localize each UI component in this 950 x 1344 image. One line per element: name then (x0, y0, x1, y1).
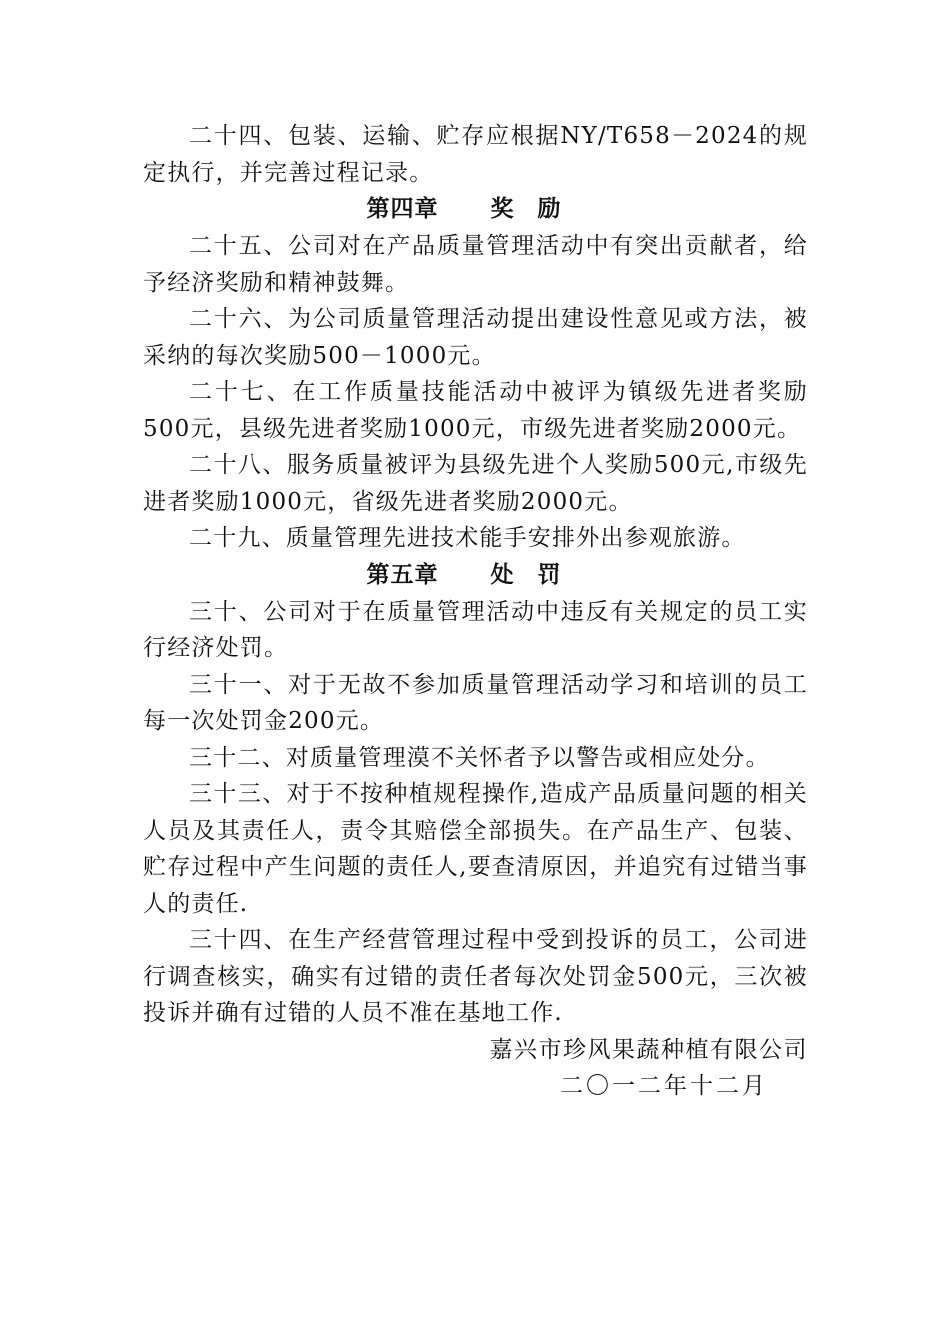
article-24: 二十四、包装、运输、贮存应根据NY/T658－2024的规定执行，并完善过程记录。 (143, 123, 808, 186)
chapter-5-label: 第五章 (366, 561, 439, 588)
chapter-4-heading (143, 191, 808, 228)
chapter-4-title: 奖励 (490, 196, 585, 222)
article-33: 三十三、对于不按种植规程操作,造成产品质量问题的相关人员及其责任人，责令其赔偿全部损失。在产品生产、包装、贮存过程中产生问题的责任人,要查清原因，并追究有过错当事人的责任. (143, 781, 808, 917)
article-28: 二十八、服务质量被评为县级先进个人奖励500元,市级先进者奖励1000元，省级先进者奖励2000元。 (143, 452, 808, 515)
article-29: 二十九、质量管理先进技术能手安排外出参观旅游。 (189, 525, 746, 551)
article-26: 二十六、为公司质量管理活动提出建设性意见或方法，被采纳的每次奖励500－1000元。 (143, 306, 808, 369)
article-34: 三十四、在生产经营管理过程中受到投诉的员工，公司进行调查核实，确实有过错的责任者每次处罚金500元，三次被投诉并确有过错的人员不准在基地工作. (143, 927, 808, 1026)
chapter-5-heading (143, 557, 808, 594)
article-32: 三十二、对质量管理漠不关怀者予以警告或相应处分。 (189, 744, 770, 771)
chapter-5-title: 处罚 (490, 561, 585, 588)
signature-date: 二〇一二年十二月 (560, 1073, 768, 1099)
document-page (143, 118, 808, 1105)
article-25: 二十五、公司对在产品质量管理活动中有突出贡献者，给予经济奖励和精神鼓舞。 (143, 233, 808, 296)
article-31: 三十一、对于无故不参加质量管理活动学习和培训的员工每一次处罚金200元。 (143, 671, 808, 734)
article-30: 三十、公司对于在质量管理活动中违反有关规定的员工实行经济处罚。 (143, 598, 808, 661)
chapter-4-label: 第四章 (366, 196, 439, 222)
article-27: 二十七、在工作质量技能活动中被评为镇级先进者奖励500元，县级先进者奖励1000元，市级先进者奖励2000元。 (143, 379, 808, 442)
company-signature: 嘉兴市珍风果蔬种植有限公司 (489, 1036, 808, 1063)
